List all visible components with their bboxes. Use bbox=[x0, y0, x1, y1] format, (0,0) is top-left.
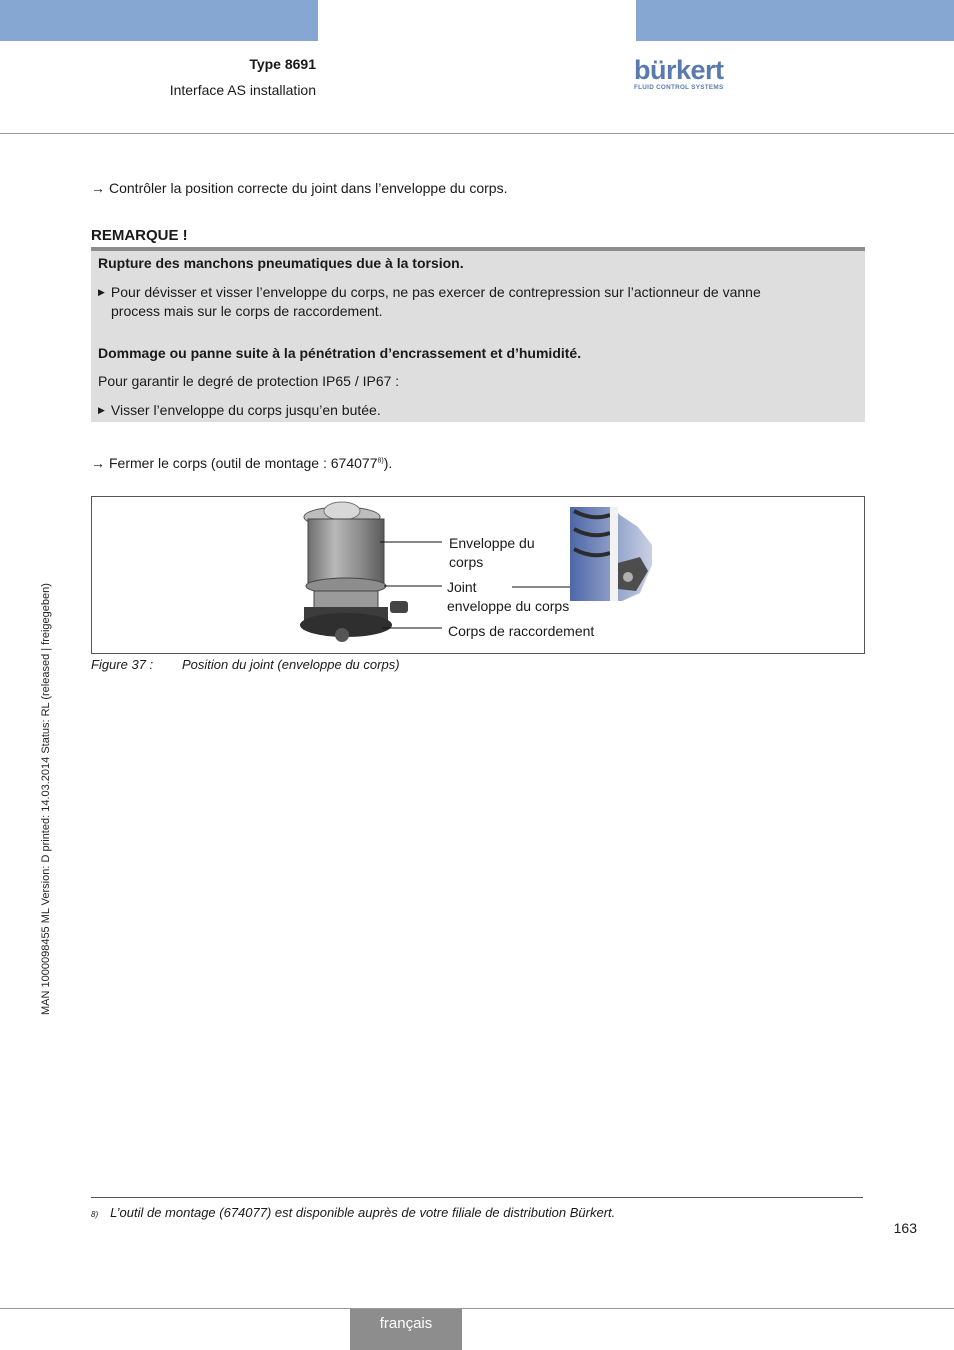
valve-actuator-drawing bbox=[300, 502, 408, 642]
footnote-text: L’outil de montage (674077) est disponible auprès de votre filiale de distribution Bürkert. bbox=[110, 1205, 616, 1220]
notice-heading-torsion: Rupture des manchons pneumatiques due à la torsion. bbox=[98, 255, 464, 271]
footnote bbox=[91, 1205, 615, 1220]
document-status-sidebar: MAN 1000098455 ML Version: D printed: 14.03.2014 Status: RL (released | freigegeben) bbox=[40, 583, 52, 1015]
label-connection-body: Corps de raccordement bbox=[448, 623, 595, 639]
document-subtitle: Interface AS installation bbox=[169, 82, 316, 98]
notice-bullet-item: ▶ Pour dévisser et visser l’enveloppe du corps, ne pas exercer de contrepression sur l’actionneur de vanne bbox=[98, 284, 761, 300]
notice-bullet-item: ▶ Visser l’enveloppe du corps jusqu’en butée. bbox=[98, 402, 381, 418]
language-tab: français bbox=[350, 1309, 462, 1350]
step-text: Contrôler la position correcte du joint dans l’enveloppe du corps. bbox=[109, 180, 508, 196]
document-type: Type 8691 bbox=[249, 56, 316, 72]
figure-caption bbox=[91, 657, 400, 672]
footnote-mark: 8) bbox=[91, 1210, 99, 1219]
notice-text-protection: Pour garantir le degré de protection IP65 / IP67 : bbox=[98, 373, 400, 389]
bullet-triangle-icon: ▶ bbox=[98, 405, 105, 415]
seal-section-drawing bbox=[570, 507, 652, 601]
step-check-seal bbox=[91, 180, 507, 196]
bullet-triangle-icon: ▶ bbox=[98, 287, 105, 297]
notice-bullet-continuation: process mais sur le corps de raccordement. bbox=[111, 303, 383, 319]
page-number: 163 bbox=[893, 1220, 917, 1236]
label-body-shell: Enveloppe du corps bbox=[449, 535, 535, 570]
arrow-icon: → bbox=[91, 455, 105, 471]
footnote-divider bbox=[91, 1197, 863, 1198]
header-bar-left bbox=[0, 0, 318, 41]
header-bar-right bbox=[636, 0, 954, 41]
arrow-icon: → bbox=[91, 180, 105, 196]
logo-wordmark: bürkert bbox=[634, 55, 724, 85]
footnote-reference: 8) bbox=[377, 457, 384, 465]
notice-title: REMARQUE ! bbox=[91, 227, 188, 244]
notice-box bbox=[91, 251, 865, 422]
label-body-seal: Joint enveloppe du corps bbox=[447, 579, 570, 614]
header-divider bbox=[0, 133, 954, 134]
notice-heading-moisture: Dommage ou panne suite à la pénétration d’encrassement et d’humidité. bbox=[98, 345, 582, 361]
figure-title: Position du joint (enveloppe du corps) bbox=[182, 657, 400, 672]
step-close-body: → Fermer le corps (outil de montage : 674077$^{8)}$). bbox=[91, 455, 393, 471]
logo-tagline: FLUID CONTROL SYSTEMS bbox=[634, 84, 724, 91]
figure-box bbox=[91, 496, 865, 654]
figure-number: Figure 37 : bbox=[91, 657, 154, 672]
footer-divider bbox=[0, 1308, 954, 1309]
burkert-logo bbox=[634, 56, 734, 96]
